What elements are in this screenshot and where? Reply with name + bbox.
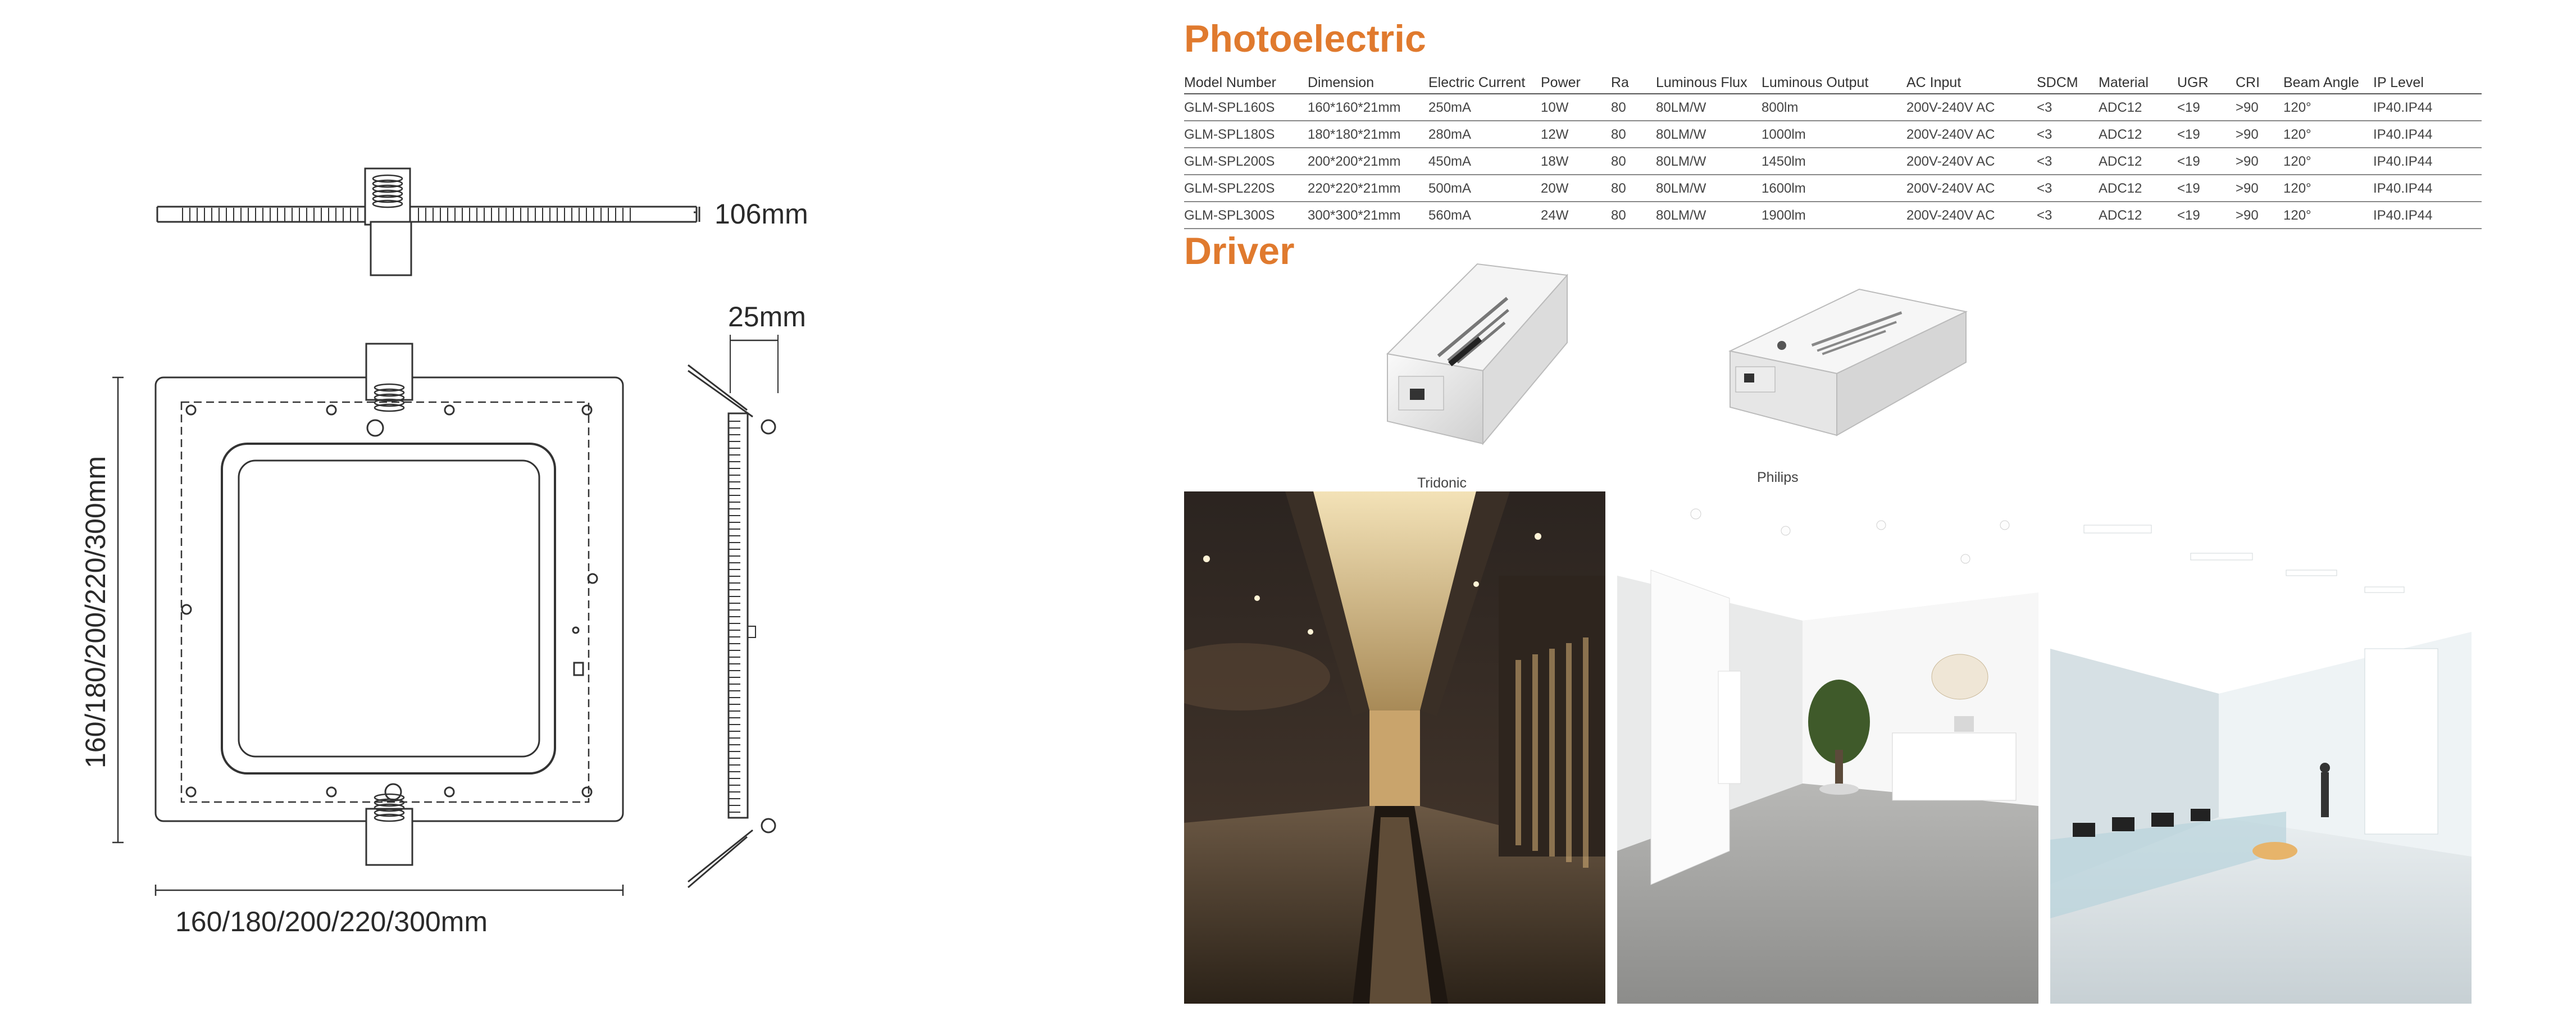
spec-cell: 180*180*21mm bbox=[1308, 121, 1428, 148]
spec-cell: 120° bbox=[2283, 148, 2373, 175]
spec-cell: 20W bbox=[1541, 175, 1611, 202]
spec-cell: 200*200*21mm bbox=[1308, 148, 1428, 175]
spec-cell: 24W bbox=[1541, 202, 1611, 229]
spec-cell: 80LM/W bbox=[1656, 175, 1762, 202]
spec-cell: 80LM/W bbox=[1656, 94, 1762, 121]
spec-cell: 80 bbox=[1611, 202, 1656, 229]
vertical-size-label: 160/180/200/220/300mm bbox=[80, 456, 111, 768]
spec-column-header: Dimension bbox=[1308, 65, 1428, 94]
spec-cell: 250mA bbox=[1428, 94, 1541, 121]
spec-cell: 200V-240V AC bbox=[1906, 175, 2037, 202]
spec-cell: >90 bbox=[2236, 121, 2283, 148]
spec-cell: <19 bbox=[2177, 148, 2236, 175]
depth-dimension-label: 25mm bbox=[728, 301, 806, 332]
spec-cell: ADC12 bbox=[2099, 148, 2177, 175]
spec-row bbox=[1184, 94, 2482, 121]
spec-cell: 120° bbox=[2283, 121, 2373, 148]
spec-cell: IP40.IP44 bbox=[2373, 121, 2482, 148]
spec-cell: 1600lm bbox=[1762, 175, 1906, 202]
philips-caption: Philips bbox=[1757, 470, 1799, 485]
spec-cell: >90 bbox=[2236, 202, 2283, 229]
spec-cell: 800lm bbox=[1762, 94, 1906, 121]
spec-cell: 80 bbox=[1611, 148, 1656, 175]
spec-column-header: Power bbox=[1541, 65, 1611, 94]
spec-cell: IP40.IP44 bbox=[2373, 94, 2482, 121]
side-view bbox=[688, 335, 778, 887]
spec-column-header: Luminous Output bbox=[1762, 65, 1906, 94]
application-photo-corridor bbox=[1184, 491, 1605, 1004]
spec-column-header: Material bbox=[2099, 65, 2177, 94]
spec-cell: GLM-SPL160S bbox=[1184, 94, 1308, 121]
spec-cell: GLM-SPL220S bbox=[1184, 175, 1308, 202]
spec-cell: ADC12 bbox=[2099, 175, 2177, 202]
spec-cell: 160*160*21mm bbox=[1308, 94, 1428, 121]
spec-cell: ADC12 bbox=[2099, 121, 2177, 148]
spec-column-header: UGR bbox=[2177, 65, 2236, 94]
spec-table bbox=[1184, 65, 2482, 229]
spec-cell: 80LM/W bbox=[1656, 121, 1762, 148]
spec-cell: 560mA bbox=[1428, 202, 1541, 229]
spec-cell: 200V-240V AC bbox=[1906, 148, 2037, 175]
spec-cell: 80 bbox=[1611, 175, 1656, 202]
spec-cell: 120° bbox=[2283, 94, 2373, 121]
spec-row bbox=[1184, 175, 2482, 202]
spec-cell: >90 bbox=[2236, 148, 2283, 175]
spec-cell: 80LM/W bbox=[1656, 202, 1762, 229]
spec-row bbox=[1184, 202, 2482, 229]
height-dimension-label: 106mm bbox=[714, 198, 808, 230]
front-view bbox=[156, 344, 623, 865]
spec-cell: 1450lm bbox=[1762, 148, 1906, 175]
spec-cell: 80LM/W bbox=[1656, 148, 1762, 175]
spec-cell: 1900lm bbox=[1762, 202, 1906, 229]
spec-cell: <19 bbox=[2177, 94, 2236, 121]
spec-cell: 280mA bbox=[1428, 121, 1541, 148]
spec-cell: <3 bbox=[2037, 148, 2099, 175]
spec-cell: <19 bbox=[2177, 121, 2236, 148]
spec-cell: IP40.IP44 bbox=[2373, 148, 2482, 175]
spec-column-header: IP Level bbox=[2373, 65, 2482, 94]
application-photo-lobby bbox=[1617, 491, 2038, 1004]
spec-column-header: Luminous Flux bbox=[1656, 65, 1762, 94]
horizontal-size-label: 160/180/200/220/300mm bbox=[175, 906, 488, 937]
spec-column-header: Beam Angle bbox=[2283, 65, 2373, 94]
spec-cell: IP40.IP44 bbox=[2373, 202, 2482, 229]
spec-cell: GLM-SPL180S bbox=[1184, 121, 1308, 148]
spec-cell: 300*300*21mm bbox=[1308, 202, 1428, 229]
driver-heading: Driver bbox=[1184, 230, 1295, 272]
spec-cell: GLM-SPL300S bbox=[1184, 202, 1308, 229]
spec-cell: <3 bbox=[2037, 121, 2099, 148]
spec-column-header: Ra bbox=[1611, 65, 1656, 94]
tridonic-caption: Tridonic bbox=[1417, 475, 1467, 491]
spec-cell: 200V-240V AC bbox=[1906, 121, 2037, 148]
spec-cell: >90 bbox=[2236, 175, 2283, 202]
spec-header-row bbox=[1184, 65, 2482, 94]
spec-row bbox=[1184, 121, 2482, 148]
application-photo-office bbox=[2050, 491, 2472, 1004]
spec-cell: 10W bbox=[1541, 94, 1611, 121]
spec-column-header: CRI bbox=[2236, 65, 2283, 94]
spec-cell: ADC12 bbox=[2099, 94, 2177, 121]
spec-cell: <19 bbox=[2177, 202, 2236, 229]
spec-cell: <3 bbox=[2037, 202, 2099, 229]
spec-cell: <3 bbox=[2037, 175, 2099, 202]
spec-cell: <3 bbox=[2037, 94, 2099, 121]
spec-cell: IP40.IP44 bbox=[2373, 175, 2482, 202]
spec-cell: >90 bbox=[2236, 94, 2283, 121]
spec-cell: 200V-240V AC bbox=[1906, 202, 2037, 229]
spec-cell: 450mA bbox=[1428, 148, 1541, 175]
philips-driver-image bbox=[1719, 267, 1977, 447]
spec-cell: 80 bbox=[1611, 94, 1656, 121]
spec-cell: 220*220*21mm bbox=[1308, 175, 1428, 202]
spec-column-header: Electric Current bbox=[1428, 65, 1541, 94]
spec-cell: 120° bbox=[2283, 175, 2373, 202]
spec-cell: 500mA bbox=[1428, 175, 1541, 202]
spec-cell: <19 bbox=[2177, 175, 2236, 202]
tridonic-driver-image bbox=[1365, 242, 1578, 455]
spec-cell: 120° bbox=[2283, 202, 2373, 229]
spec-cell: ADC12 bbox=[2099, 202, 2177, 229]
photoelectric-heading: Photoelectric bbox=[1184, 17, 1426, 60]
spec-row bbox=[1184, 148, 2482, 175]
side-profile-view bbox=[157, 168, 699, 275]
spec-column-header: AC Input bbox=[1906, 65, 2037, 94]
spec-cell: 1000lm bbox=[1762, 121, 1906, 148]
spec-column-header: SDCM bbox=[2037, 65, 2099, 94]
spec-cell: GLM-SPL200S bbox=[1184, 148, 1308, 175]
dimension-drawing bbox=[0, 0, 843, 1034]
spec-cell: 80 bbox=[1611, 121, 1656, 148]
spec-column-header: Model Number bbox=[1184, 65, 1308, 94]
spec-cell: 18W bbox=[1541, 148, 1611, 175]
spec-cell: 200V-240V AC bbox=[1906, 94, 2037, 121]
spec-cell: 12W bbox=[1541, 121, 1611, 148]
